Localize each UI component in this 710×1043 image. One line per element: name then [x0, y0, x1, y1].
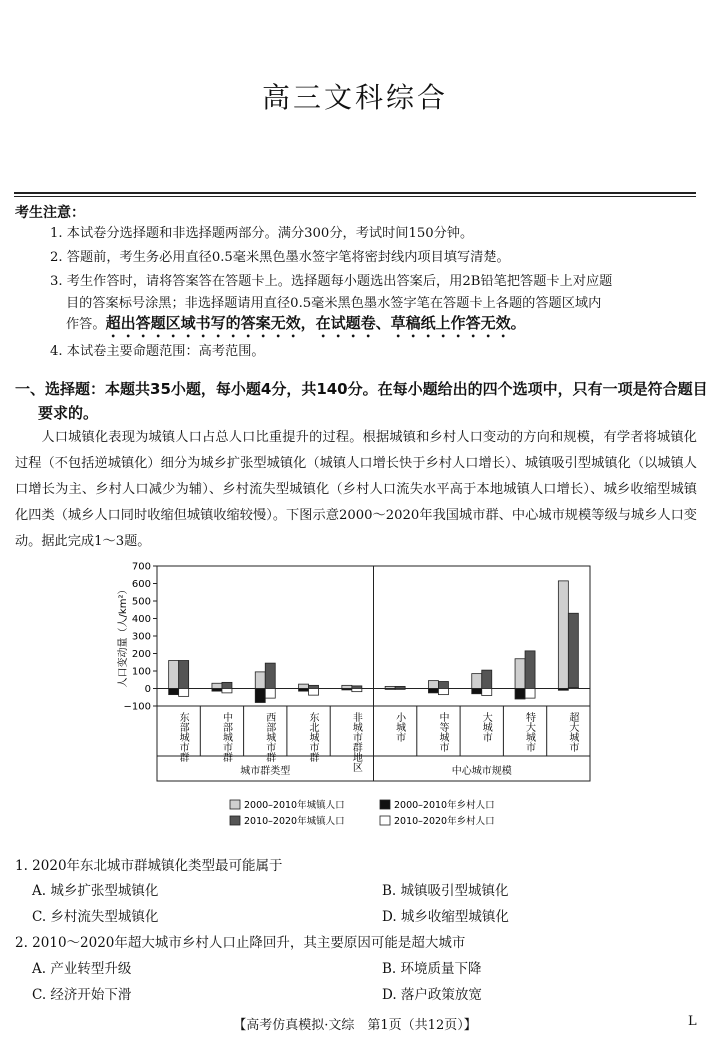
legend-swatch	[230, 816, 240, 825]
legend-swatch	[230, 800, 240, 809]
category-label: 超大城市	[566, 712, 578, 752]
category-label: 小城市	[393, 712, 405, 742]
header-rule-thick	[14, 192, 696, 194]
bar-urban-2000-2010	[255, 672, 265, 689]
legend-label: 2000–2010年乡村人口	[394, 800, 495, 811]
notice-item-2: 2. 答题前，考生务必用直径0.5毫米黑色墨水签字笔将密封线内项目填写清楚。	[50, 250, 510, 265]
legend-label: 2000–2010年城镇人口	[244, 800, 345, 811]
bar-rural-2000-2010	[255, 689, 265, 703]
passage: 人口城镇化表现为城镇人口占总人口比重提升的过程。根据城镇和乡村人口变动的方向和规模，有学者将城镇化过程（不包括逆城镇化）细分为城乡扩张型城镇化（城镇人口增长快于乡村人口增长）、城镇吸引型城镇化（以城镇人口增长为主、乡村人口减少为辅）、乡村流失型城镇化（乡村人口流失水平高于本地城镇人口增长）、城乡收缩型城镇化四类（城乡人口同时收缩但城镇收缩较慢）。下图示意2000～2020年我国城市群、中心城市规模等级与城乡人口变动。据此完成1～3题。	[15, 430, 697, 549]
category-label: 大城市	[480, 712, 492, 742]
y-tick-label: 400	[131, 614, 151, 625]
y-axis-label: 人口变动量（人/km²）	[118, 584, 129, 688]
notice-warning: 超出答题区域书写的答案无效，在试题卷、草稿纸上作答无效。	[105, 314, 526, 332]
y-tick-label: 300	[131, 631, 151, 643]
bar-urban-2010-2020	[179, 661, 189, 689]
notice-item-3-tail	[66, 312, 526, 341]
bar-rural-2010-2020	[395, 689, 405, 690]
category-label: 东北城市群	[307, 712, 319, 762]
q2-option-b: B. 环境质量下降	[382, 961, 482, 977]
category-label: 中部城市群	[220, 712, 232, 762]
bar-rural-2010-2020	[265, 689, 275, 699]
bar-rural-2000-2010	[212, 689, 222, 692]
bar-urban-2000-2010	[515, 659, 525, 689]
y-tick-label: 500	[131, 596, 151, 608]
legend-label: 2010–2020年乡村人口	[394, 816, 495, 827]
q1-option-c: C. 乡村流失型城镇化	[32, 909, 159, 925]
bar-rural-2010-2020	[179, 689, 189, 697]
bar-rural-2000-2010	[558, 689, 568, 691]
bar-urban-2010-2020	[525, 651, 535, 689]
q1-option-b: B. 城镇吸引型城镇化	[382, 883, 509, 899]
y-tick-label: −100	[123, 701, 151, 713]
notice-item-1: 1. 本试卷分选择题和非选择题两部分。满分300分，考试时间150分钟。	[50, 226, 474, 241]
section-heading: 一、选择题：本题共35小题，每小题4分，共140分。在每小题给出的四个选项中，只有一项是符合题目	[15, 380, 708, 398]
q2-option-d: D. 落户政策放宽	[382, 987, 482, 1003]
notice-item-3-cont: 目的答案标号涂黑；非选择题请用直径0.5毫米黑色墨水签字笔在答题卡上各题的答题区域内	[66, 296, 602, 311]
bar-urban-2000-2010	[558, 581, 568, 689]
bar-rural-2000-2010	[169, 689, 179, 695]
header-rule-thin	[14, 196, 696, 197]
y-axis	[116, 562, 157, 713]
category-label: 西部城市群	[263, 712, 275, 762]
bar-rural-2000-2010	[342, 689, 352, 690]
notice-item-3: 3. 考生作答时，请将答案答在答题卡上。选择题每小题选出答案后，用2B铅笔把答题卡上对应题	[50, 274, 613, 289]
bar-urban-2010-2020	[438, 682, 448, 689]
legend-label: 2010–2020年城镇人口	[244, 816, 345, 827]
legend-swatch	[380, 816, 390, 825]
bar-rural-2000-2010	[515, 689, 525, 700]
bar-rural-2010-2020	[568, 688, 578, 689]
bar-urban-2010-2020	[309, 685, 319, 688]
bar-rural-2010-2020	[525, 689, 535, 699]
notice-item-4: 4. 本试卷主要命题范围：高考范围。	[50, 344, 265, 359]
q1-option-d: D. 城乡收缩型城镇化	[382, 909, 509, 925]
group-label-city-cluster: 城市群类型	[240, 766, 291, 777]
category-label: 中等城市	[436, 712, 448, 752]
section-heading-cont: 要求的。	[38, 404, 99, 422]
bar-urban-2010-2020	[568, 613, 578, 688]
category-label: 非城市群地区	[350, 712, 362, 772]
notice-heading: 考生注意：	[15, 205, 85, 221]
y-tick-label: 0	[144, 684, 151, 695]
footer-mark: L	[688, 1014, 697, 1029]
bar-rural-2010-2020	[438, 689, 448, 695]
bar-urban-2000-2010	[299, 684, 309, 688]
bar-rural-2000-2010	[299, 689, 309, 692]
group-label-city-size: 中心城市规模	[451, 766, 512, 777]
population-change-chart	[112, 558, 602, 838]
legend	[230, 799, 495, 827]
bar-rural-2000-2010	[385, 689, 395, 690]
page-footer: 【高考仿真模拟·文综 第1页（共12页）】	[233, 1018, 477, 1033]
bar-urban-2000-2010	[169, 661, 179, 689]
bar-rural-2010-2020	[222, 689, 232, 693]
y-tick-label: 600	[131, 579, 151, 590]
y-tick-label: 700	[131, 561, 151, 573]
category-label: 东部城市群	[177, 712, 189, 762]
question-2-stem: 2. 2010～2020年超大城市乡村人口止降回升，其主要原因可能是超大城市	[15, 935, 466, 951]
bar-rural-2010-2020	[352, 689, 362, 692]
bar-rural-2010-2020	[309, 689, 319, 696]
category-labels	[177, 706, 579, 777]
q1-option-a: A. 城乡扩张型城镇化	[32, 883, 159, 899]
bar-urban-2000-2010	[342, 685, 352, 688]
y-tick-label: 200	[131, 649, 151, 660]
bar-urban-2000-2010	[472, 674, 482, 689]
bar-rural-2000-2010	[428, 689, 438, 693]
bar-rural-2010-2020	[482, 689, 492, 696]
category-label: 特大城市	[523, 712, 535, 752]
bar-rural-2000-2010	[472, 689, 482, 694]
question-1-stem: 1. 2020年东北城市群城镇化类型最可能属于	[15, 858, 283, 874]
page-title: 高三文科综合	[261, 81, 448, 114]
bar-urban-2010-2020	[265, 663, 275, 688]
bar-urban-2010-2020	[222, 682, 232, 688]
q2-option-a: A. 产业转型升级	[32, 961, 132, 977]
y-tick-label: 100	[131, 666, 151, 678]
bar-urban-2000-2010	[428, 681, 438, 689]
bar-urban-2000-2010	[212, 683, 222, 688]
notice-item-3-end: 作答。	[66, 317, 106, 332]
q2-option-c: C. 经济开始下滑	[32, 987, 132, 1003]
bar-urban-2010-2020	[482, 670, 492, 688]
legend-swatch	[380, 800, 390, 809]
